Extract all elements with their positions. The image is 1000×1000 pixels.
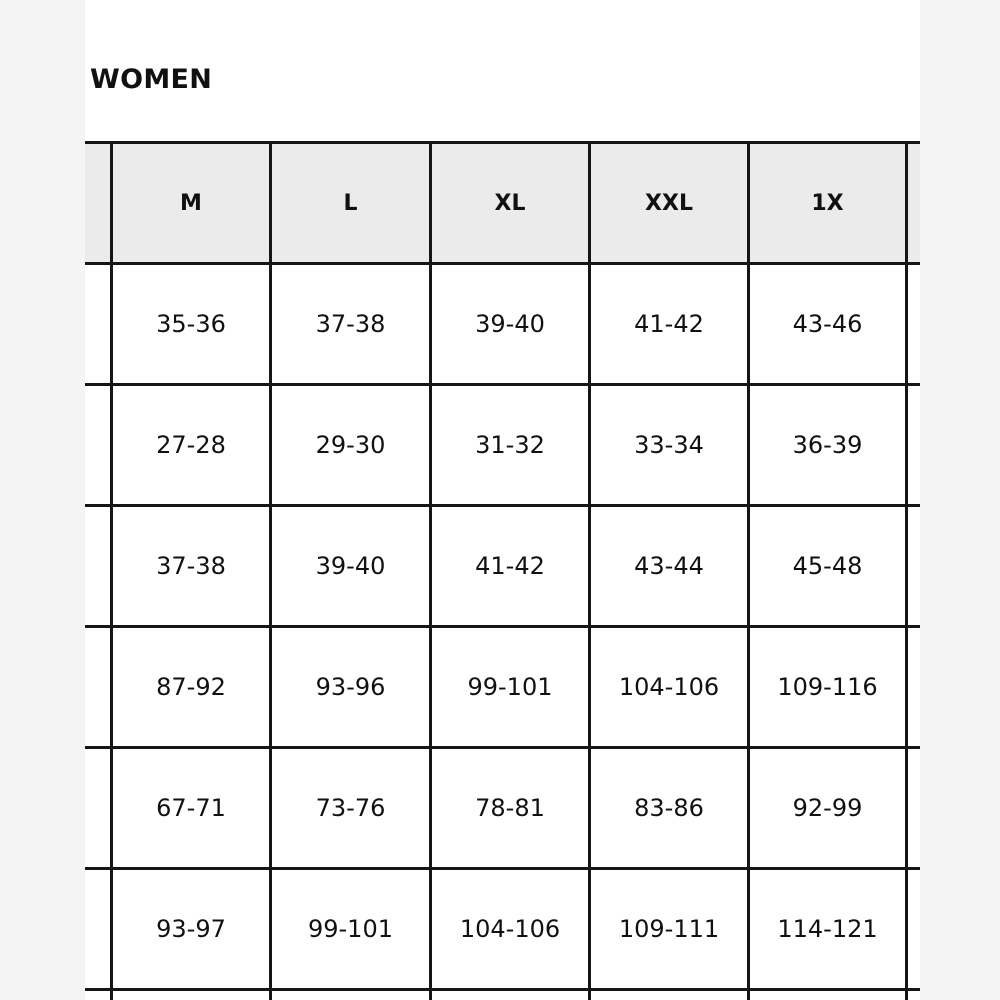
column-divider [747,141,750,1000]
column-divider [110,141,113,1000]
row-divider [85,504,920,507]
table-cell: 39-40 [475,310,545,338]
row-divider [85,262,920,265]
table-cell: 31-32 [475,431,545,459]
table-cell: 83-86 [634,794,704,822]
table-cell: 87-92 [156,673,226,701]
row-divider [85,383,920,386]
table-cell: 35-36 [156,310,226,338]
table-cell: 93-96 [315,673,386,701]
table-cell: 41-42 [475,552,545,580]
table-cell: 78-81 [475,794,545,822]
table-cell: 43-46 [792,310,863,338]
table-cell: 114-121 [777,915,878,943]
table-cell: 29-30 [315,431,386,459]
table-cell: 39-40 [315,552,386,580]
table-cell: 67-71 [156,794,226,822]
size-header-cell: L [343,190,358,216]
table-cell: 37-38 [156,552,226,580]
table-cell: 45-48 [792,552,863,580]
table-cell: 92-99 [792,794,863,822]
column-divider [905,141,908,1000]
table-cell: 73-76 [315,794,386,822]
table-cell: 27-28 [156,431,226,459]
table-cell: 109-111 [618,915,720,943]
table-cell: 104-106 [618,673,720,701]
row-divider [85,867,920,870]
table-cell: 36-39 [792,431,863,459]
table-cell: 37-38 [315,310,386,338]
row-divider [85,141,920,144]
size-chart-page [85,0,920,1000]
column-divider [588,141,591,1000]
table-cell: 43-44 [634,552,704,580]
table-cell: 33-34 [634,431,704,459]
size-header-cell: M [180,190,202,216]
row-divider [85,625,920,628]
row-divider [85,746,920,749]
row-divider [85,988,920,991]
size-header-cell: XL [494,190,526,216]
table-cell: 109-116 [777,673,878,701]
size-header-cell: XXL [645,190,693,216]
table-cell: 99-101 [307,915,393,943]
table-cell: 104-106 [459,915,561,943]
column-divider [269,141,272,1000]
size-header-cell: 1X [811,190,844,216]
table-cell: 99-101 [467,673,553,701]
table-cell: 93-97 [156,915,226,943]
table-cell: 41-42 [634,310,704,338]
column-divider [429,141,432,1000]
section-title: WOMEN [90,64,213,95]
